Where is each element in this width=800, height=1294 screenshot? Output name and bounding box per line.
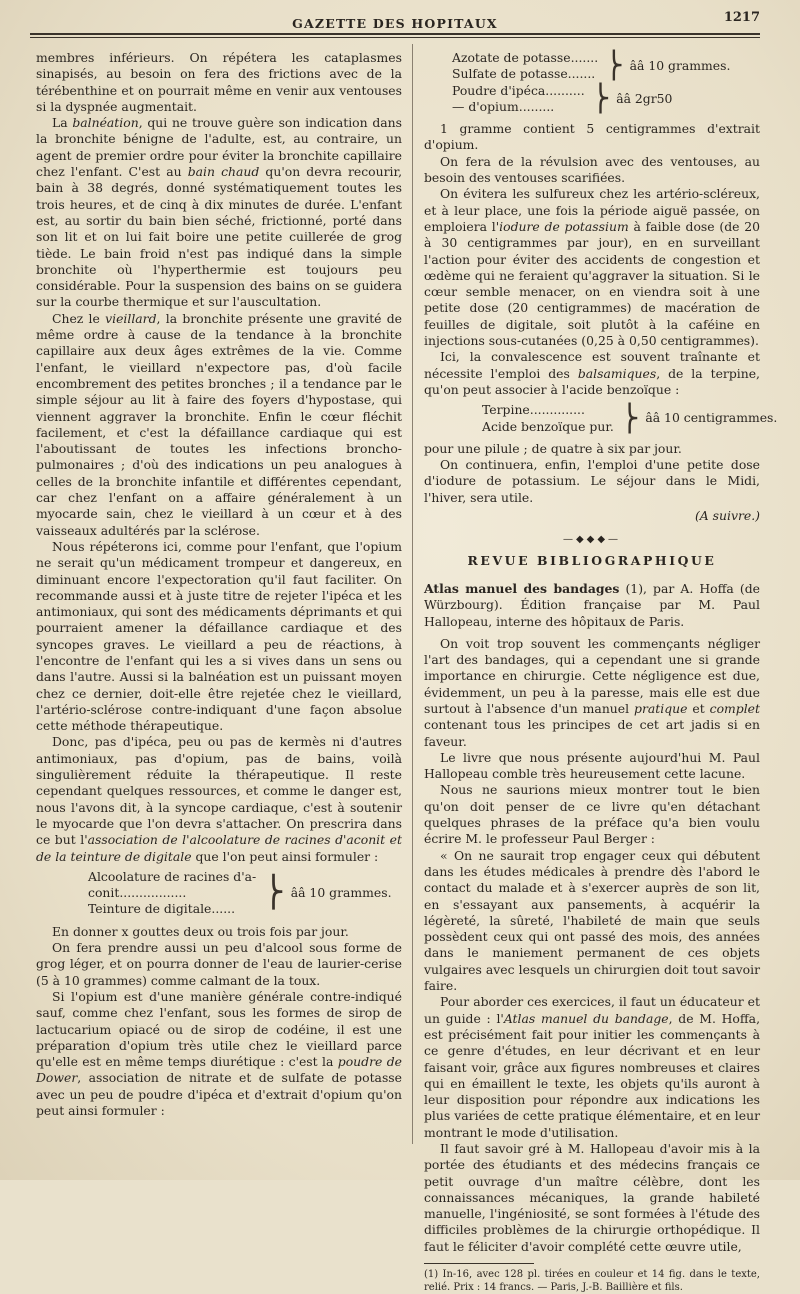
brace-icon: ⎬ <box>590 83 611 114</box>
paragraph-therapeutique: Donc, pas d'ipéca, peu ou pas de kermès ni d'autres antimoniaux, pas d'opium, pas de bains, voilà singulièrement réduite la thérapeutique. Il reste cependant quelques ressources, et comme le danger est, nous l'avons dit, à la syncope cardiaque, c'est à soutenir le myocarde que l'on devra s'attacher. On prescrira dans ce but l'association de l'alcoolature de racines d'aconit et de la teinture de digitale que l'on peut ainsi formuler : <box>36 734 402 864</box>
paragraph: Le livre que nous présente aujourd'hui M. Paul Hallopeau comble très heureusement cette lacune. <box>424 749 760 782</box>
page-number: 1217 <box>723 10 760 25</box>
paragraph-vieillard: Chez le vieillard, la bronchite présente une gravité de même ordre à cause de la tendance à la bronchite capillaire aux deux âges extrêmes de la vie. Comme l'enfant, le vieillard n'expectore pas, d'où facile encombrement des petites bronches ; il a tendance par le simple séjour au lit à faire des foyers d'hypostase, qui viennent aggraver la bronchite. Enfin le cœur fléchit facilement, et c'est la défaillance cardiaque qui est l'aboutissant de toutes les infections broncho-pulmonaires ; d'où des indications un peu analogues à celles de la bronchite infantile et différentes cependant, car chez l'enfant on a affaire généralement à un myocarde sain, chez le vieillard à un cœur et à des vaisseaux adultérés par la sclérose. <box>36 310 403 538</box>
prescription-poudre-dower: Azotate de potasse....... Sulfate de potasse....... ⎬ ââ 10 grammes. Poudre d'ipéca.......... — d'opium......... ⎬ ââ 2gr50 <box>452 50 731 114</box>
paragraph: 1 gramme contient 5 centigrammes d'extrait d'opium. <box>424 121 760 153</box>
paragraph: pour une pilule ; de quatre à six par jour. <box>424 440 682 456</box>
brace-icon: ⎬ <box>619 403 640 434</box>
header-rule-thin <box>30 37 760 38</box>
footnote-rule <box>424 1263 534 1264</box>
quotation: « On ne saurait trop engager ceux qui débutent dans les études médicales à prendre dès l'abord le contact du malade et à s'exercer auprès de son lit, en s'essayant aux pansements, à acquérir la légèreté, la sûreté, l'habileté de main que seuls possèdent ceux qui ont passé des mois, des années dans le maniement permanent de ces objets vulgaires avec lesquels un chirurgien doit tout savoir faire. <box>424 847 760 994</box>
paragraph-convalescence: Ici, la convalescence est souvent traînante et nécessite l'emploi des balsamiques, de la terpine, qu'on peut associer à l'acide benzoïque : <box>424 349 760 397</box>
paragraph: On fera prendre aussi un peu d'alcool sous forme de grog léger, et on pourra donner de l'eau de laurier-cerise (5 à 10 grammes) comme calmant de la toux. <box>36 940 402 988</box>
book-entry-title: Atlas manuel des bandages (1), par A. Hoffa (de Würzbourg). Édition française par M. Paul Hallopeau, interne des hôpitaux de Paris. <box>424 580 760 629</box>
page-header <box>30 6 760 36</box>
brace-icon: ⎬ <box>604 51 624 82</box>
brace-icon: ⎬ <box>262 875 285 911</box>
prescription-aconit-digitale: Alcoolature de racines d'a- conit................. Teinture de digitale...... ⎬ ââ 10 grammes. <box>88 868 392 917</box>
section-heading: REVUE BIBLIOGRAPHIQUE <box>467 552 717 568</box>
section-separator: —◆◆◆— <box>562 534 622 546</box>
right-column <box>424 50 778 1294</box>
paragraph-atlas: Pour aborder ces exercices, il faut un éducateur et un guide : l'Atlas manuel du bandage, de M. Hoffa, est précisément fait pour initier les commençants à ce genre d'études, en leur décrivant et en leur faisant voir, grâce aux figures nombreuses et claires qui en émaillent le texte, les objets qu'ils auront à leur disposition pour répondre aux indications les plus variées de cette pratique élémentaire, et en leur montrant le mode d'utilisation. <box>424 994 761 1140</box>
paragraph-dower: Si l'opium est d'une manière générale contre-indiqué sauf, comme chez l'enfant, sous les formes de sirop de lactucarium opiacé ou de sirop de codéine, il est une préparation d'opium très utile chez le vieillard parce qu'elle est en même temps diurétique : c'est la poudre de Dower, association de nitrate et de sulfate de potasse avec un peu de poudre d'ipéca et d'extrait d'opium qu'on peut ainsi formuler : <box>36 988 402 1118</box>
running-title: GAZETTE DES HOPITAUX <box>292 16 498 31</box>
paragraph: On continuera, enfin, l'emploi d'une petite dose d'iodure de potassium. Le séjour dans le Midi, l'hiver, sera utile. <box>424 457 760 505</box>
column-divider <box>412 44 413 1144</box>
footnote: (1) In-16, avec 128 pl. tirées en couleur et 14 fig. dans le texte, relié. Prix : 14 francs. — Paris, J.-B. Baillière et fils. <box>424 1269 760 1294</box>
paragraph: membres inférieurs. On répétera les cataplasmes sinapisés, au besoin on fera des frictions avec de la térébenthine et on pourrait même en venir aux ventouses si la dyspnée augmentait. <box>36 50 402 114</box>
paragraph-balneation: La balnéation, qui ne trouve guère son indication dans la bronchite bénigne de l'adulte, est, au contraire, un agent de premier ordre pour éviter la bronchite capillaire chez l'enfant. C'est au bain chaud qu'on devra recourir, bain à 38 degrés, donné systématiquement toutes les trois heures, et de cinq à dix minutes de durée. L'enfant est, au sortir du bain bien séché, frictionné, porté dans son lit et on lui fait boire une petite cuillerée de grog tiède. Le bain froid n'est pas indiqué dans la simple bronchite où l'hyperthermie est toujours peu considérable. Pour la suspension des bains on se guidera sur la courbe thermique et sur l'auscultation. <box>36 115 403 310</box>
paragraph: Il faut savoir gré à M. Hallopeau d'avoir mis à la portée des étudiants et des médecins français ce petit ouvrage d'un maître célèbre, dont les connaissances mécaniques, la grande habileté manuelle, l'ingéniosité, se sont formées à l'étude des difficiles problèmes de la chirurgie orthopédique. Il faut le féliciter d'avoir complété cette œuvre utile, <box>424 1141 760 1254</box>
paragraph: Nous répéterons ici, comme pour l'enfant, que l'opium ne serait qu'un médicament trompeur et dangereux, en diminuant encore l'expectoration qu'il faut faciliter. On recommande aussi et à juste titre de rejeter l'ipéca et les antimoniaux, qui sont des médicaments déprimants et qui pourraient amener la défaillance cardiaque et des syncopes graves. Le vieillard a peu de réactions, à l'encontre de l'enfant qui les a si vives dans un sens ou dans l'autre. Aussi si la balnéation est un puissant moyen chez ce dernier, doit-elle être rejetée chez le vieillard, l'artério-sclérose contre-indiquant d'une façon absolue cette méthode thérapeutique. <box>36 538 402 734</box>
paragraph-review: On voit trop souvent les commençants négliger l'art des bandages, qui a cependant une si grande importance en chirurgie. Cette négligence est due, évidemment, un peu à la paresse, mais elle est due surtout à l'absence d'un manuel pratique et complet contenant tous les principes de cet art jadis si en faveur. <box>424 635 760 749</box>
prescription-terpine: Terpine.............. Acide benzoïque pur. ⎬ ââ 10 centigrammes. <box>482 402 778 434</box>
to-be-continued: (A suivre.) <box>694 508 760 524</box>
paragraph: Nous ne saurions mieux montrer tout le bien qu'on doit penser de ce livre qu'en détachant quelques phrases de la préface qu'a bien voulu écrire M. le professeur Paul Berger : <box>424 782 760 847</box>
paragraph: En donner x gouttes deux ou trois fois par jour. <box>52 923 349 939</box>
paragraph-iodure: On évitera les sulfureux chez les artério-scléreux, et à leur place, une fois la période aiguë passée, on emploiera l'iodure de potassium à faible dose (de 20 à 30 centigrammes par jour), en en surveillant l'action pour éviter des accidents de congestion et œdème qui ne feraient qu'aggraver la situation. Si le cœur semble menacer, on en viendra soit à une petite dose (20 centigrammes) de macération de feuilles de digitale, soit plutôt à la caféine en injections sous-cutanées (0,25 à 0,50 centigrammes). <box>424 186 760 349</box>
paragraph: On fera de la révulsion avec des ventouses, au besoin des ventouses scarifiées. <box>424 153 760 186</box>
header-rule-thick <box>30 33 760 35</box>
left-column <box>36 50 402 1119</box>
